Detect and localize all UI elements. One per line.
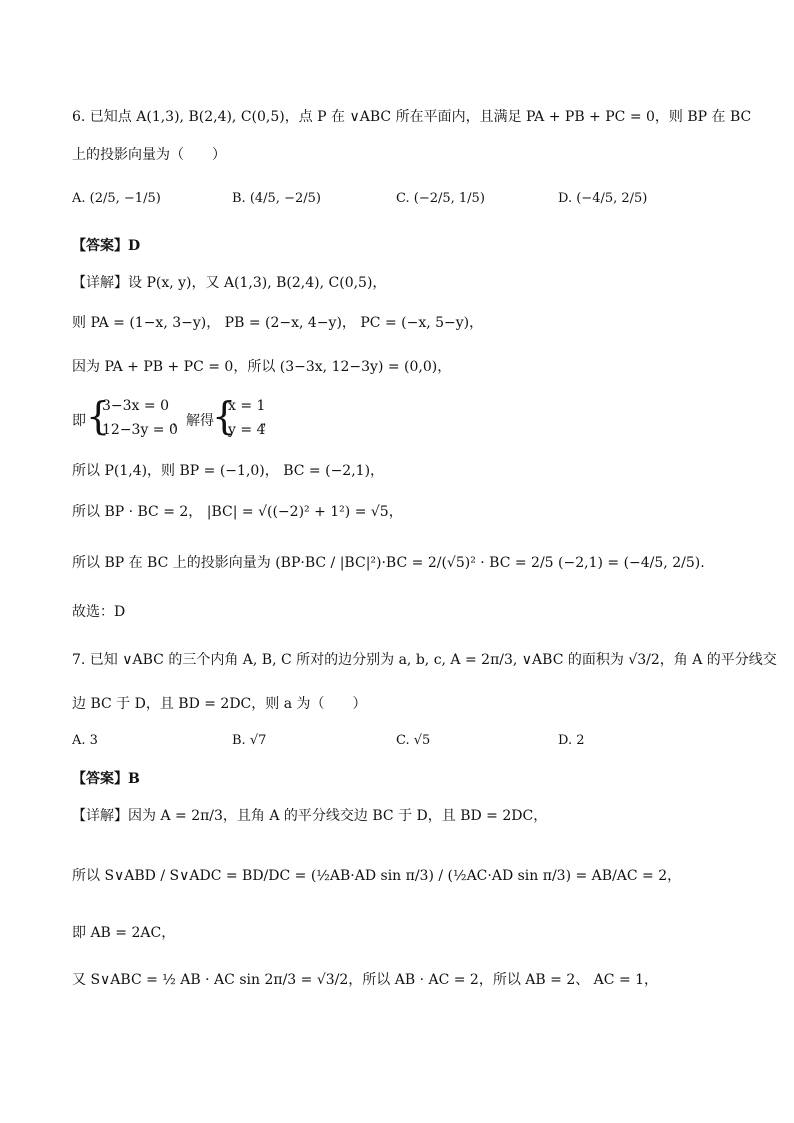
q7-detail-line3: 即 AB = 2AC，	[72, 925, 176, 941]
q7-stem-line1: 7. 已知 ∨ABC 的三个内角 A, B, C 所对的边分别为 a, b, c, A = 2π/3, ∨ABC 的面积为 √3/2，角 A 的平分线交	[72, 652, 777, 668]
q7-detail-line2: 所以 S∨ABD / S∨ADC = BD/DC = (½AB·AD sin π/3) / (½AC·AD sin π/3) = AB/AC = 2，	[72, 868, 682, 884]
q7-detail-line4: 又 S∨ABC = ½ AB · AC sin 2π/3 = √3/2，所以 AB · AC = 2，所以 AB = 2、 AC = 1，	[72, 972, 659, 988]
q6-stem-line1: 6. 已知点 A(1,3), B(2,4), C(0,5)，点 P 在 ∨ABC 所在平面内，且满足 PA + PB + PC = 0，则 BP 在 BC	[72, 109, 752, 125]
q6-detail-line2: 则 PA = (1−x, 3−y)， PB = (2−x, 4−y)， PC = (−x, 5−y)，	[72, 315, 484, 331]
q6-detail-line7: 所以 BP 在 BC 上的投影向量为 (BP·BC / |BC|²)·BC = 2/(√5)² · BC = 2/5 (−2,1) = (−4/5, 2/5).	[72, 555, 705, 571]
left-brace-icon: {	[212, 394, 237, 438]
q6-option-a: A. (2/5, −1/5)	[72, 191, 161, 206]
q6-eq1: 3−3x = 0	[102, 398, 169, 414]
q6-system-end: ，	[262, 413, 276, 429]
q6-answer: 【答案】D	[72, 238, 141, 254]
q6-eq2: 12−3y = 0	[102, 422, 178, 438]
q7-option-d: D. 2	[558, 733, 585, 748]
q6-option-c: C. (−2/5, 1/5)	[396, 191, 485, 206]
q6-system-mid: ，解得	[172, 413, 214, 429]
q6-detail-line5: 所以 P(1,4)，则 BP = (−1,0)， BC = (−2,1)，	[72, 463, 385, 479]
q6-detail-line6: 所以 BP · BC = 2， |BC| = √((−2)² + 1²) = √5，	[72, 504, 403, 520]
q6-sol1: x = 1	[228, 398, 266, 414]
q6-stem-line2: 上的投影向量为（ ）	[72, 147, 226, 163]
q6-conclusion: 故选：D	[72, 604, 126, 620]
q7-stem-line2: 边 BC 于 D，且 BD = 2DC，则 a 为（ ）	[72, 696, 367, 712]
q6-option-d: D. (−4/5, 2/5)	[558, 191, 648, 206]
q6-detail-line3: 因为 PA + PB + PC = 0，所以 (3−3x, 12−3y) = (0,0)，	[72, 359, 452, 375]
q6-sol2: y = 4	[228, 422, 266, 438]
q7-option-c: C. √5	[396, 733, 431, 748]
q6-option-b: B. (4/5, −2/5)	[232, 191, 321, 206]
q6-detail-line1: 【详解】设 P(x, y)，又 A(1,3), B(2,4), C(0,5)，	[72, 275, 387, 291]
q7-option-b: B. √7	[232, 733, 267, 748]
q7-answer: 【答案】B	[72, 771, 140, 787]
q7-option-a: A. 3	[72, 733, 98, 748]
q7-detail-line1: 【详解】因为 A = 2π/3，且角 A 的平分线交边 BC 于 D，且 BD = 2DC，	[72, 808, 548, 824]
left-brace-icon: {	[86, 394, 111, 438]
q6-system-lead: 即	[72, 413, 86, 429]
